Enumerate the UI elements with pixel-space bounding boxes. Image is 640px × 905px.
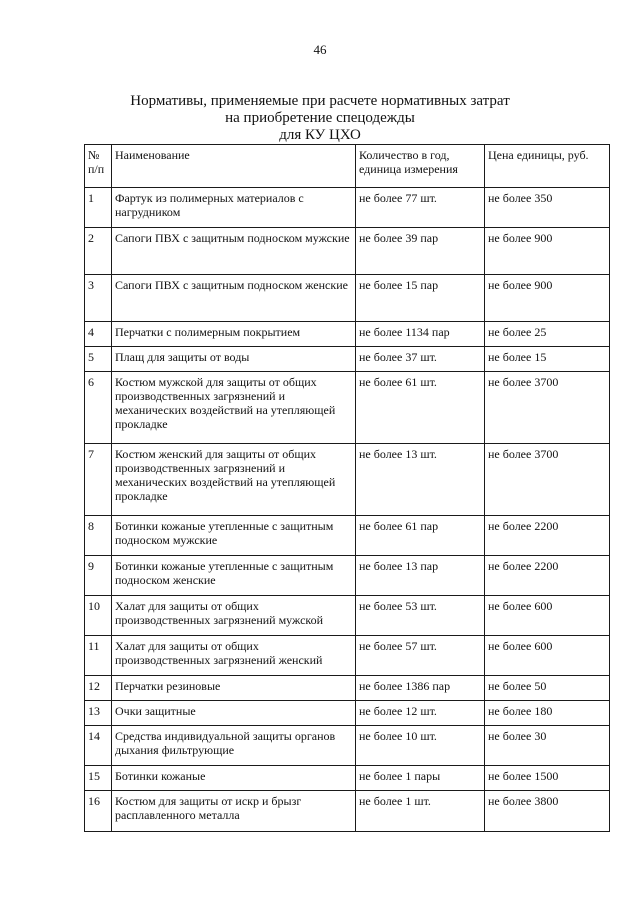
row-name: Костюм для защиты от искр и брызг расплавленного металла bbox=[112, 791, 356, 832]
row-price: не более 3700 bbox=[485, 372, 610, 444]
row-number: 1 bbox=[85, 188, 112, 228]
row-name: Перчатки резиновые bbox=[112, 676, 356, 701]
table-row bbox=[85, 676, 610, 701]
row-quantity: не более 61 пар bbox=[356, 516, 485, 556]
row-name: Очки защитные bbox=[112, 701, 356, 726]
row-number: 10 bbox=[85, 596, 112, 636]
row-quantity: не более 13 пар bbox=[356, 556, 485, 596]
row-quantity: не более 10 шт. bbox=[356, 726, 485, 766]
table-row bbox=[85, 701, 610, 726]
row-number: 5 bbox=[85, 347, 112, 372]
table-row bbox=[85, 556, 610, 596]
row-name: Фартук из полимерных материалов с нагрудником bbox=[112, 188, 356, 228]
row-quantity: не более 77 шт. bbox=[356, 188, 485, 228]
row-number: 8 bbox=[85, 516, 112, 556]
row-name: Халат для защиты от общих производственных загрязнений женский bbox=[112, 636, 356, 676]
table-row bbox=[85, 275, 610, 322]
row-price: не более 600 bbox=[485, 596, 610, 636]
header-price: Цена единицы, руб. bbox=[485, 145, 610, 188]
row-number: 3 bbox=[85, 275, 112, 322]
row-number: 14 bbox=[85, 726, 112, 766]
row-number: 9 bbox=[85, 556, 112, 596]
row-quantity: не более 53 шт. bbox=[356, 596, 485, 636]
row-quantity: не более 37 шт. bbox=[356, 347, 485, 372]
row-price: не более 3700 bbox=[485, 444, 610, 516]
row-name: Костюм женский для защиты от общих производственных загрязнений и механических воздействий на утепляющей прокладке bbox=[112, 444, 356, 516]
row-price: не более 180 bbox=[485, 701, 610, 726]
row-number: 11 bbox=[85, 636, 112, 676]
row-quantity: не более 57 шт. bbox=[356, 636, 485, 676]
row-price: не более 2200 bbox=[485, 556, 610, 596]
row-number: 15 bbox=[85, 766, 112, 791]
row-number: 2 bbox=[85, 228, 112, 275]
row-quantity: не более 1 шт. bbox=[356, 791, 485, 832]
row-number: 13 bbox=[85, 701, 112, 726]
row-price: не более 900 bbox=[485, 228, 610, 275]
row-price: не более 50 bbox=[485, 676, 610, 701]
table-row bbox=[85, 372, 610, 444]
row-name: Ботинки кожаные утепленные с защитным подноском женские bbox=[112, 556, 356, 596]
row-name: Сапоги ПВХ с защитным подноском мужские bbox=[112, 228, 356, 275]
row-price: не более 15 bbox=[485, 347, 610, 372]
row-price: не более 900 bbox=[485, 275, 610, 322]
title-line-3: для КУ ЦХО bbox=[279, 127, 361, 143]
table-row bbox=[85, 347, 610, 372]
table-row bbox=[85, 188, 610, 228]
row-price: не более 1500 bbox=[485, 766, 610, 791]
row-number: 16 bbox=[85, 791, 112, 832]
row-number: 12 bbox=[85, 676, 112, 701]
row-price: не более 350 bbox=[485, 188, 610, 228]
row-name: Ботинки кожаные bbox=[112, 766, 356, 791]
table-row bbox=[85, 636, 610, 676]
table-row bbox=[85, 444, 610, 516]
row-price: не более 25 bbox=[485, 322, 610, 347]
row-quantity: не более 1 пары bbox=[356, 766, 485, 791]
row-quantity: не более 13 шт. bbox=[356, 444, 485, 516]
row-quantity: не более 61 шт. bbox=[356, 372, 485, 444]
row-price: не более 2200 bbox=[485, 516, 610, 556]
row-quantity: не более 1134 пар bbox=[356, 322, 485, 347]
table-row bbox=[85, 516, 610, 556]
table-row bbox=[85, 596, 610, 636]
table-row bbox=[85, 322, 610, 347]
table-row bbox=[85, 791, 610, 832]
row-name: Халат для защиты от общих производственных загрязнений мужской bbox=[112, 596, 356, 636]
row-quantity: не более 12 шт. bbox=[356, 701, 485, 726]
row-name: Средства индивидуальной защиты органов дыхания фильтрующие bbox=[112, 726, 356, 766]
title-line-2: на приобретение спецодежды bbox=[225, 110, 415, 126]
table-row bbox=[85, 228, 610, 275]
row-name: Костюм мужской для защиты от общих производственных загрязнений и механических воздействий на утепляющей прокладке bbox=[112, 372, 356, 444]
table-row bbox=[85, 726, 610, 766]
row-number: 6 bbox=[85, 372, 112, 444]
row-quantity: не более 39 пар bbox=[356, 228, 485, 275]
row-price: не более 3800 bbox=[485, 791, 610, 832]
row-quantity: не более 15 пар bbox=[356, 275, 485, 322]
header-number: № п/п bbox=[85, 145, 112, 188]
norms-table bbox=[84, 144, 610, 832]
row-name: Сапоги ПВХ с защитным подноском женские bbox=[112, 275, 356, 322]
row-quantity: не более 1386 пар bbox=[356, 676, 485, 701]
title-line-1: Нормативы, применяемые при расчете нормативных затрат bbox=[130, 93, 510, 109]
row-number: 4 bbox=[85, 322, 112, 347]
header-quantity: Количество в год, единица измерения bbox=[356, 145, 485, 188]
row-number: 7 bbox=[85, 444, 112, 516]
document-title bbox=[0, 93, 640, 144]
page-number: 46 bbox=[313, 42, 327, 57]
row-name: Ботинки кожаные утепленные с защитным подноском мужские bbox=[112, 516, 356, 556]
header-name: Наименование bbox=[112, 145, 356, 188]
row-name: Перчатки с полимерным покрытием bbox=[112, 322, 356, 347]
table-row bbox=[85, 766, 610, 791]
row-price: не более 600 bbox=[485, 636, 610, 676]
table-header-row bbox=[85, 145, 610, 188]
row-name: Плащ для защиты от воды bbox=[112, 347, 356, 372]
row-price: не более 30 bbox=[485, 726, 610, 766]
